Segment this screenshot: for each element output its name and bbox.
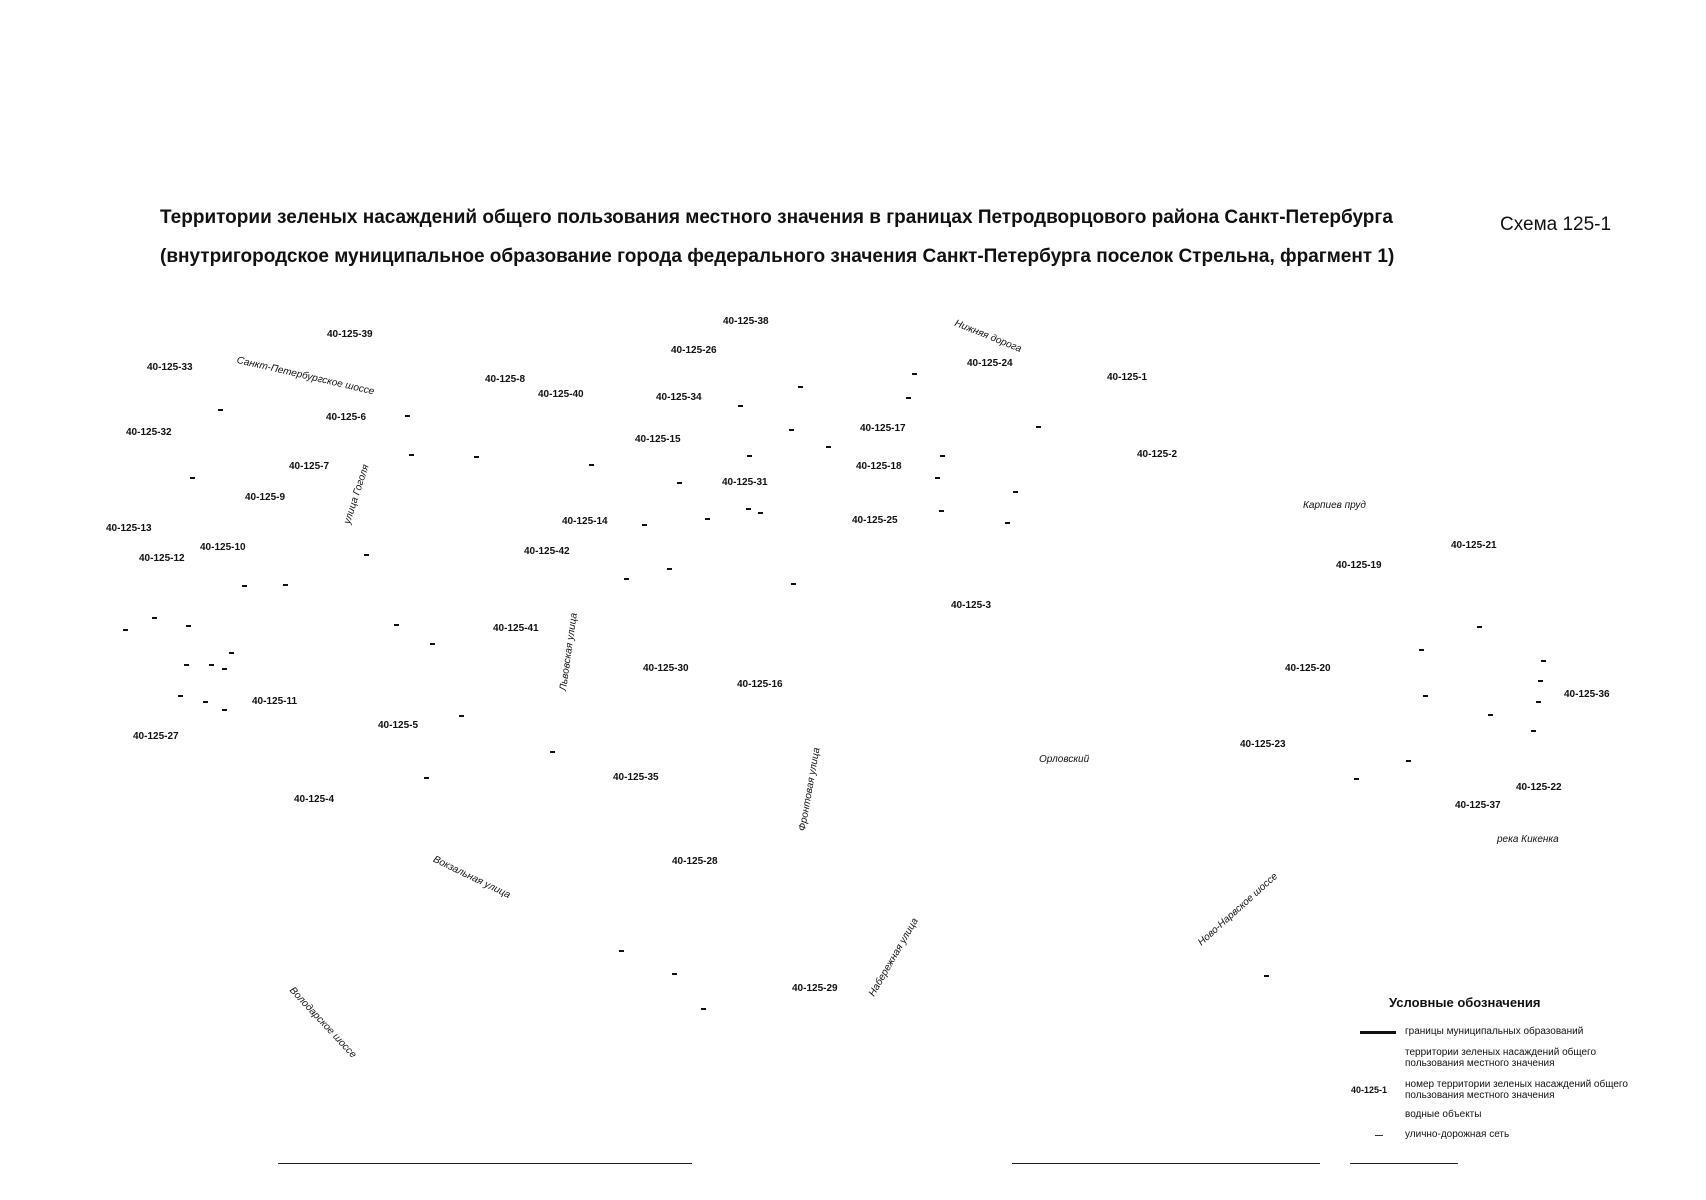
legend-green: территории зеленых насаждений общего пользования местного значения — [1405, 1047, 1597, 1069]
map-mark — [935, 477, 940, 479]
legend-number: номер территории зеленых насаждений общего пользования местного значения — [1405, 1079, 1628, 1101]
territory-label: 40-125-32 — [126, 427, 172, 438]
map-mark — [738, 405, 743, 407]
map-mark — [1036, 426, 1041, 428]
territory-label: 40-125-37 — [1455, 800, 1501, 811]
map-mark — [672, 973, 677, 975]
map-mark — [229, 652, 234, 654]
territory-label: 40-125-11 — [252, 696, 298, 707]
territory-label: 40-125-25 — [852, 515, 898, 526]
street-label: река Кикенка — [1497, 834, 1559, 845]
map-mark — [178, 695, 183, 697]
map-mark — [1536, 701, 1541, 703]
territory-label: 40-125-4 — [294, 794, 335, 805]
map-mark — [758, 512, 763, 514]
street-label: Львовская улица — [558, 612, 580, 692]
map-mark — [1531, 730, 1536, 732]
map-mark — [677, 482, 682, 484]
map-mark — [152, 617, 157, 619]
map-mark — [747, 455, 752, 457]
map-subtitle: (внутригородское муниципальное образование города федерального значения Санкт-Петербурга поселок Стрельна, фрагмент 1) — [160, 246, 1395, 267]
territory-label: 40-125-22 — [1516, 782, 1562, 793]
map-mark — [1005, 522, 1010, 524]
map-mark — [705, 518, 710, 520]
map-mark — [394, 624, 399, 626]
map-mark — [701, 1008, 706, 1010]
map-mark — [186, 625, 191, 627]
territory-label: 40-125-36 — [1564, 689, 1610, 700]
legend-boundaries: границы муниципальных образований — [1405, 1026, 1584, 1037]
street-label: Санкт-Петербургское шоссе — [235, 355, 376, 398]
legend — [1345, 995, 1675, 1155]
map-mark — [1423, 695, 1428, 697]
map-mark — [424, 777, 429, 779]
territory-label: 40-125-35 — [613, 772, 659, 783]
territory-label: 40-125-42 — [524, 546, 570, 557]
territory-label: 40-125-24 — [967, 358, 1013, 369]
street-label: Фронтовая улица — [797, 746, 823, 832]
territory-label: 40-125-29 — [792, 983, 838, 994]
map-mark — [184, 664, 189, 666]
map-mark — [430, 643, 435, 645]
map-mark — [1541, 660, 1546, 662]
territory-label: 40-125-2 — [1137, 449, 1178, 460]
territory-label: 40-125-8 — [485, 374, 526, 385]
street-label: Нижняя дорога — [952, 318, 1024, 355]
territory-label: 40-125-19 — [1336, 560, 1382, 571]
map-mark — [642, 524, 647, 526]
map-mark — [459, 715, 464, 717]
map-mark — [222, 709, 227, 711]
map-mark — [209, 664, 214, 666]
map-mark — [218, 409, 223, 411]
territory-label: 40-125-21 — [1451, 540, 1497, 551]
street-label: Карпиев пруд — [1303, 500, 1366, 511]
territory-label: 40-125-20 — [1285, 663, 1331, 674]
map-mark — [222, 668, 227, 670]
map-mark — [791, 583, 796, 585]
street-label: Орловский — [1039, 754, 1090, 765]
map-title: Территории зеленых насаждений общего пользования местного значения в границах Петродворцового района Санкт-Петербурга — [160, 207, 1393, 228]
map-mark — [1538, 680, 1543, 682]
territory-label: 40-125-6 — [326, 412, 367, 423]
territory-label: 40-125-17 — [860, 423, 906, 434]
map-mark — [550, 751, 555, 753]
boundary-line — [1012, 1163, 1320, 1164]
legend-roads: улично-дорожная сеть — [1405, 1129, 1510, 1140]
territory-label: 40-125-40 — [538, 389, 584, 400]
boundary-line — [1350, 1163, 1458, 1164]
territory-label: 40-125-26 — [671, 345, 717, 356]
territory-label: 40-125-15 — [635, 434, 681, 445]
boundary-line — [278, 1163, 692, 1164]
territory-label: 40-125-13 — [106, 523, 152, 534]
territory-label: 40-125-12 — [139, 553, 185, 564]
map-mark — [203, 701, 208, 703]
territory-label: 40-125-39 — [327, 329, 373, 340]
map-mark — [619, 950, 624, 952]
map-mark — [1488, 714, 1493, 716]
territory-label: 40-125-16 — [737, 679, 783, 690]
legend-water: водные объекты — [1405, 1109, 1482, 1120]
street-label: Ново-Нарвское шоссе — [1196, 871, 1280, 949]
territory-label: 40-125-33 — [147, 362, 193, 373]
territory-label: 40-125-27 — [133, 731, 179, 742]
road-swatch — [1375, 1135, 1383, 1136]
map-mark — [474, 456, 479, 458]
street-label: улица Гоголя — [342, 463, 372, 526]
map-mark — [826, 446, 831, 448]
map-mark — [1477, 626, 1482, 628]
street-label: Вокзальная улица — [431, 854, 512, 901]
map-mark — [283, 584, 288, 586]
number-swatch: 40-125-1 — [1351, 1085, 1388, 1095]
territory-label: 40-125-30 — [643, 663, 689, 674]
map-mark — [405, 415, 410, 417]
territory-label: 40-125-41 — [493, 623, 539, 634]
map-mark — [1419, 649, 1424, 651]
territory-label: 40-125-23 — [1240, 739, 1286, 750]
territory-label: 40-125-18 — [856, 461, 902, 472]
map-mark — [123, 629, 128, 631]
map-mark — [746, 508, 751, 510]
territory-label: 40-125-3 — [951, 600, 992, 611]
legend-title: Условные обозначения — [1389, 995, 1541, 1010]
map-mark — [940, 455, 945, 457]
map-mark — [190, 477, 195, 479]
map-mark — [906, 397, 911, 399]
scheme-number: Схема 125-1 — [1500, 214, 1612, 235]
territory-label: 40-125-14 — [562, 516, 608, 527]
map-mark — [589, 464, 594, 466]
map-mark — [1264, 975, 1269, 977]
territory-label: 40-125-31 — [722, 477, 768, 488]
map-mark — [1013, 491, 1018, 493]
territory-label: 40-125-38 — [723, 316, 769, 327]
map-mark — [1406, 760, 1411, 762]
territory-label: 40-125-1 — [1107, 372, 1148, 383]
territory-label: 40-125-28 — [672, 856, 718, 867]
territory-label: 40-125-5 — [378, 720, 419, 731]
map-mark — [939, 510, 944, 512]
map-mark — [624, 578, 629, 580]
boundary-swatch — [1360, 1031, 1396, 1034]
map-mark — [789, 429, 794, 431]
map-mark — [1354, 778, 1359, 780]
map-mark — [409, 454, 414, 456]
map-mark — [242, 585, 247, 587]
street-label: Набережная улица — [867, 916, 921, 999]
map-mark — [912, 373, 917, 375]
territory-label: 40-125-34 — [656, 392, 702, 403]
map-mark — [798, 386, 803, 388]
territory-label: 40-125-10 — [200, 542, 246, 553]
street-label: Володарское шоссе — [286, 985, 359, 1061]
territory-label: 40-125-9 — [245, 492, 286, 503]
map-mark — [364, 554, 369, 556]
map-mark — [667, 568, 672, 570]
territory-label: 40-125-7 — [289, 461, 330, 472]
